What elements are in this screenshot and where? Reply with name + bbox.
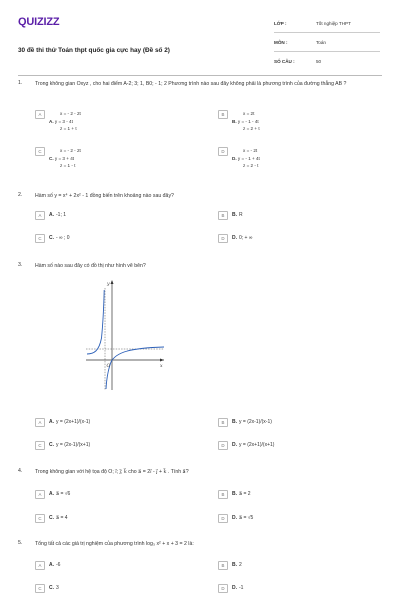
equation-line (49, 155, 81, 163)
option-letter-box: A (35, 490, 45, 499)
option-text (232, 418, 272, 427)
meta-value: Toán (316, 39, 326, 45)
option-letter: A. (49, 212, 54, 218)
option-b[interactable] (218, 561, 242, 570)
curve-right-branch (106, 347, 164, 389)
option-letter: D. (232, 515, 237, 521)
worksheet-title: 30 đề thi thử Toán thpt quốc gia cực hay (Đề số 2) (18, 47, 170, 54)
option-letter: D. (232, 442, 237, 448)
question-number: 3. (18, 262, 23, 268)
option-letter: D. (232, 235, 237, 241)
option-b[interactable] (218, 110, 260, 133)
option-letter: B. (232, 419, 237, 425)
option-letter: B. (232, 118, 237, 124)
option-letter-box: D (218, 234, 228, 243)
option-value: -1; 1 (56, 212, 67, 218)
question-number: 5. (18, 540, 23, 546)
option-d[interactable] (218, 514, 253, 523)
option-letter-box: A (35, 418, 45, 427)
question-text: Trong không gian với hệ tọa độ O; i⃗; j⃗; k⃗ cho a⃗ = 2i⃗ - j⃗ + k⃗ . Tính a⃗? (35, 469, 189, 475)
option-letter-box: B (218, 561, 228, 570)
option-system (49, 110, 81, 133)
question-5 (18, 540, 382, 600)
option-value: a⃗ = √5 (239, 515, 254, 521)
option-value: 2 (239, 562, 242, 568)
option-c[interactable] (35, 441, 90, 450)
option-value: -1 (239, 585, 244, 591)
question-3 (18, 262, 382, 462)
option-letter: C. (49, 585, 54, 591)
option-a[interactable] (35, 490, 70, 499)
option-a[interactable] (35, 561, 60, 570)
option-text (232, 514, 253, 523)
option-letter: B. (232, 562, 237, 568)
question-number: 1. (18, 80, 23, 86)
option-system (232, 147, 260, 170)
meta-key: LỚP : (274, 20, 287, 26)
option-letter: D. (232, 585, 237, 591)
question-4 (18, 468, 382, 528)
question-1 (18, 80, 382, 180)
equation-line: z = 1 - t (60, 163, 76, 169)
option-letter: B. (232, 212, 237, 218)
option-letter-box: D (218, 584, 228, 593)
equation-line (49, 118, 81, 126)
equation-line: x = 2t (243, 111, 255, 116)
option-letter-box: D (218, 147, 228, 156)
option-value: 3 (56, 585, 59, 591)
y-axis-arrow (111, 280, 114, 284)
equation-text: y = - 1 + 4t (237, 155, 260, 161)
question-text: Tổng tất cả các giá trị nghiệm của phương trình log₃ x² + x + 3 = 2 là: (35, 541, 194, 547)
meta-value: Tốt nghiệp THPT (316, 20, 351, 26)
option-letter-box: C (35, 584, 45, 593)
option-value: - ∞ ; 0 (56, 235, 70, 241)
option-letter-box: D (218, 441, 228, 450)
question-2 (18, 192, 382, 252)
curve-left-branch (87, 290, 104, 354)
option-a[interactable] (35, 418, 90, 427)
option-a[interactable] (35, 110, 81, 133)
option-value: y = (2x-1)/(x-1) (239, 419, 272, 425)
option-letter: C. (49, 442, 54, 448)
option-letter-box: A (35, 110, 45, 119)
equation-text: y = 3 - 4t (54, 118, 73, 124)
option-value: a⃗ = 2 (239, 491, 251, 497)
option-text (232, 441, 274, 450)
option-text (232, 211, 243, 220)
quizizz-logo: QUIZIZZ (18, 16, 60, 28)
option-system (232, 110, 260, 133)
option-letter: A. (49, 562, 54, 568)
meta-row-subject (274, 33, 380, 52)
option-c[interactable] (35, 514, 68, 523)
option-letter-box: C (35, 234, 45, 243)
option-d[interactable] (218, 584, 243, 593)
question-number: 2. (18, 192, 23, 198)
option-value: 0; + ∞ (239, 235, 253, 241)
equation-line (232, 155, 260, 163)
meta-row-count (274, 52, 380, 71)
meta-value: 50 (316, 59, 322, 64)
option-text (49, 211, 66, 220)
x-axis-arrow (160, 359, 164, 362)
equation-line (232, 118, 260, 126)
option-text (49, 441, 90, 450)
option-value: y = (2x-1)/(x+1) (56, 442, 91, 448)
worksheet-header (18, 14, 382, 76)
option-c[interactable] (35, 147, 81, 170)
option-text (49, 514, 68, 523)
meta-key: SỐ CÂU : (274, 59, 295, 64)
equation-line: z = 2 - t (243, 163, 259, 169)
option-text (232, 561, 242, 570)
option-d[interactable] (218, 147, 260, 170)
meta-key: MÔN : (274, 39, 288, 45)
option-text (232, 490, 251, 499)
equation-line: z = 2 + t (243, 126, 260, 132)
origin-label: O (106, 364, 111, 369)
option-letter: A. (49, 419, 54, 425)
option-letter: C. (49, 235, 54, 241)
option-letter-box: C (35, 147, 45, 156)
equation-text: y = - 1 - 4t (237, 118, 259, 124)
meta-table (274, 14, 380, 71)
equation-line: z = 1 + t (60, 126, 77, 132)
function-graph (86, 278, 166, 390)
option-letter: D. (232, 155, 237, 161)
question-number: 4. (18, 468, 23, 474)
option-letter: A. (49, 118, 54, 124)
option-system (49, 147, 81, 170)
option-value: y = (2x+1)/(x-1) (56, 419, 91, 425)
option-value: a⃗ = 4 (56, 515, 68, 521)
equation-text: y = 3 + 4t (54, 155, 75, 161)
option-text (49, 561, 60, 570)
equation-line: x = - 2 - 2t (60, 148, 81, 153)
meta-row-class (274, 14, 380, 33)
option-a[interactable] (35, 211, 66, 220)
question-text: Hàm số y = x⁴ + 2x² - 1 đồng biến trên khoảng nào sau đây? (35, 193, 174, 199)
option-letter-box: B (218, 110, 228, 119)
option-letter: B. (232, 491, 237, 497)
option-c[interactable] (35, 234, 70, 243)
option-value: a⃗ = √6 (56, 491, 71, 497)
option-value: -6 (56, 562, 61, 568)
option-text (49, 584, 59, 593)
x-axis-label: x (160, 364, 163, 369)
equation-line: x = - 2 - 2t (60, 111, 81, 116)
option-letter-box: C (35, 514, 45, 523)
option-c[interactable] (35, 584, 59, 593)
option-text (49, 234, 70, 243)
equation-line: x = - 2t (243, 148, 258, 153)
question-text: Trong không gian Oxyz , cho hai điểm A-2; 3; 1, B0; - 1; 2 Phương trình nào sau đây không phải là phương trình của đường thẳng AB ? (35, 81, 347, 87)
option-b[interactable] (218, 211, 243, 220)
option-letter-box: B (218, 490, 228, 499)
option-letter-box: B (218, 418, 228, 427)
option-text (232, 584, 243, 593)
option-d[interactable] (218, 441, 274, 450)
option-letter-box: A (35, 561, 45, 570)
option-value: y = (2x+1)/(x+1) (239, 442, 275, 448)
option-letter: C. (49, 155, 54, 161)
option-text (49, 418, 90, 427)
option-text (49, 490, 70, 499)
option-d[interactable] (218, 234, 252, 243)
option-letter: A. (49, 491, 54, 497)
option-letter-box: A (35, 211, 45, 220)
option-letter-box: D (218, 514, 228, 523)
option-b[interactable] (218, 418, 272, 427)
question-text: Hàm số nào sau đây có đồ thị như hình vẽ bên? (35, 263, 146, 269)
option-letter-box: C (35, 441, 45, 450)
option-value: R (239, 212, 243, 218)
option-text (232, 234, 252, 243)
option-letter: C. (49, 515, 54, 521)
y-axis-label: y (107, 282, 110, 287)
option-b[interactable] (218, 490, 251, 499)
option-letter-box: B (218, 211, 228, 220)
